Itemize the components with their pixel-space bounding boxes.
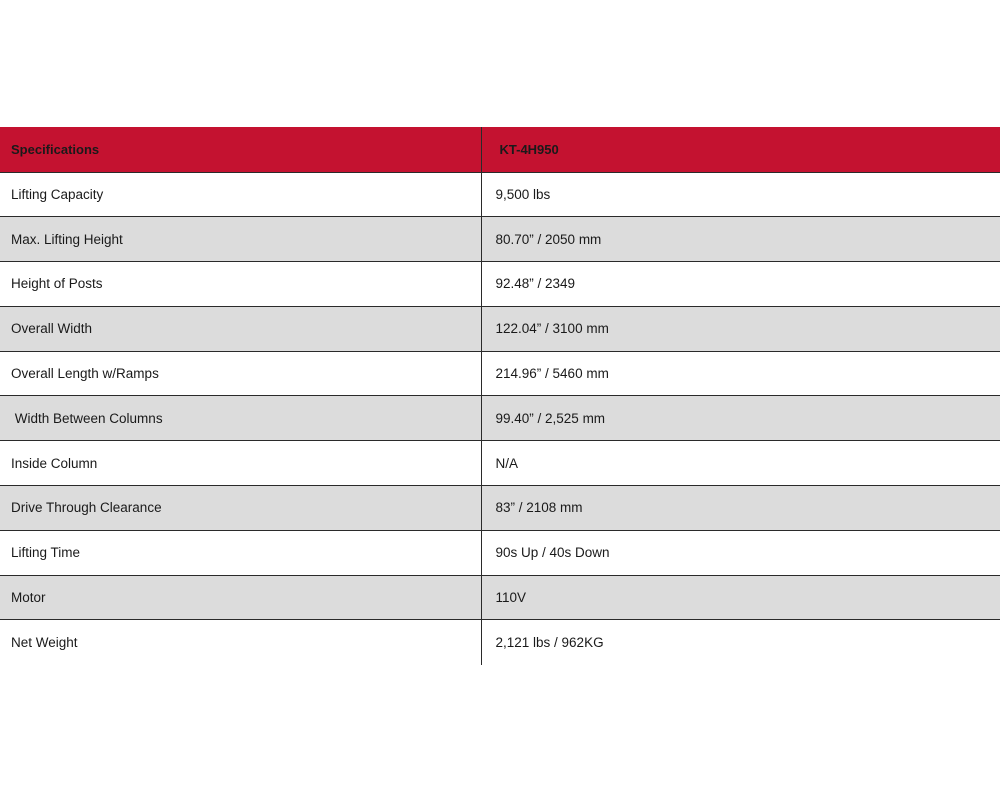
spec-value: 2,121 lbs / 962KG: [481, 620, 1000, 665]
spec-value: 110V: [481, 575, 1000, 620]
header-specifications: Specifications: [0, 127, 481, 172]
spec-label: Lifting Time: [0, 530, 481, 575]
spec-label: Overall Width: [0, 306, 481, 351]
table-row: [0, 396, 1000, 441]
table-header-row: [0, 127, 1000, 172]
spec-value: 90s Up / 40s Down: [481, 530, 1000, 575]
table-row: [0, 575, 1000, 620]
spec-value: 9,500 lbs: [481, 172, 1000, 217]
header-model: KT-4H950: [481, 127, 1000, 172]
spec-value: 122.04” / 3100 mm: [481, 306, 1000, 351]
spec-value: 214.96” / 5460 mm: [481, 351, 1000, 396]
table-row: [0, 306, 1000, 351]
table-row: [0, 620, 1000, 665]
spec-label: Motor: [0, 575, 481, 620]
spec-label: Inside Column: [0, 441, 481, 486]
spec-label: Overall Length w/Ramps: [0, 351, 481, 396]
spec-value: 80.70” / 2050 mm: [481, 217, 1000, 262]
spec-value: N/A: [481, 441, 1000, 486]
table-row: [0, 351, 1000, 396]
spec-label: Net Weight: [11, 635, 78, 651]
spec-label: Max. Lifting Height: [0, 217, 481, 262]
spec-value: 92.48” / 2349: [481, 262, 1000, 307]
spec-label: Lifting Capacity: [0, 172, 481, 217]
spec-label: Height of Posts: [0, 262, 481, 307]
table-row: [0, 172, 1000, 217]
spec-label: Width Between Columns: [0, 396, 481, 441]
spec-value: 83” / 2108 mm: [481, 486, 1000, 531]
specifications-table: [0, 127, 1000, 665]
table-row: [0, 486, 1000, 531]
spec-value: 99.40” / 2,525 mm: [481, 396, 1000, 441]
table-row: [0, 441, 1000, 486]
spec-label: Drive Through Clearance: [0, 486, 481, 531]
table-row: [0, 262, 1000, 307]
table-row: [0, 530, 1000, 575]
table-row: [0, 217, 1000, 262]
